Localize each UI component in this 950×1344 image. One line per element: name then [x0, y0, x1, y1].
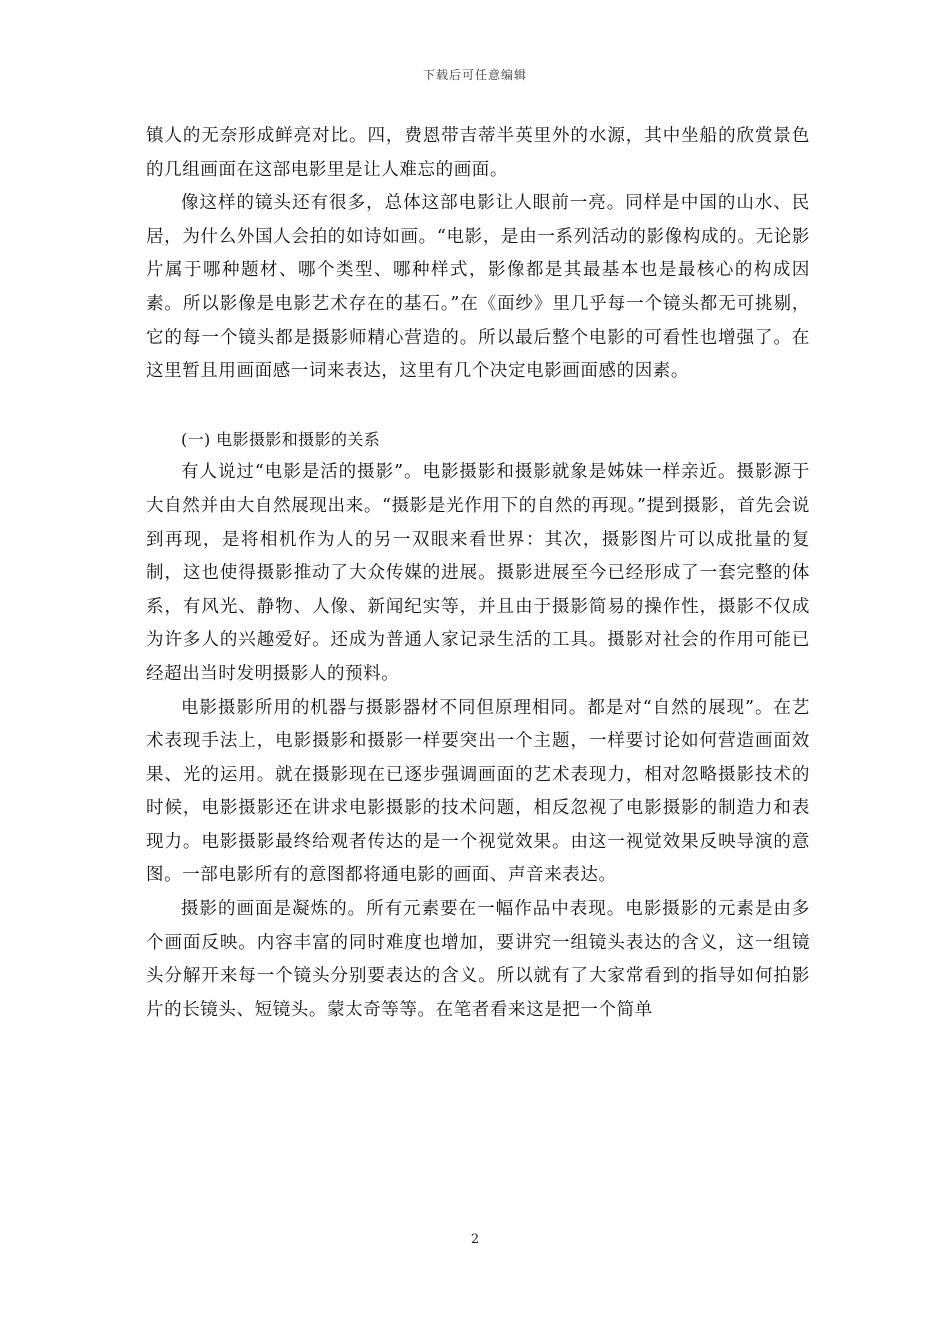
section-heading: (一) 电影摄影和摄影的关系	[181, 429, 381, 449]
paragraph: 有人说过“电影是活的摄影”。电影摄影和摄影就象是姊妹一样亲近。摄影源于大自然并由大自然展现出来。“摄影是光作用下的自然的再现。”提到摄影，首先会说到再现，是将相机作为人的另一双眼来看世界：其次，摄影图片可以成批量的复制，这也使得摄影推动了大众传媒的进展。摄影进展至今已经形成了一套完整的体系，有风光、静物、人像、新闻纪实等，并且由于摄影简易的操作性，摄影不仅成为许多人的兴趣爱好。还成为普通人家记录生活的工具。摄影对社会的作用可能已经超出当时发明摄影人的预料。	[146, 462, 810, 684]
document-body	[146, 120, 810, 1027]
page-number: 2	[470, 1232, 480, 1247]
paragraph-continued: 镇人的无奈形成鲜亮对比。四，费恩带吉蒂半英里外的水源，其中坐船的欣赏景色的几组画面在这部电影里是让人难忘的画面。	[146, 126, 810, 180]
paragraph: 摄影的画面是凝炼的。所有元素要在一幅作品中表现。电影摄影的元素是由多个画面反映。内容丰富的同时难度也增加，要讲究一组镜头表达的含义，这一组镜头分解开来每一个镜头分别要表达的含义。所以就有了大家常看到的指导如何拍影片的长镜头、短镜头。蒙太奇等等。在笔者看来这是把一个简单	[146, 899, 810, 1020]
blank-line	[146, 389, 810, 423]
page-header: 下载后可任意编辑	[422, 68, 527, 82]
paragraph: 电影摄影所用的机器与摄影器材不同但原理相同。都是对“自然的展现”。在艺术表现手法上，电影摄影和摄影一样要突出一个主题，一样要讨论如何营造画面效果、光的运用。就在摄影现在已逐步强调画面的艺术表现力，相对忽略摄影技术的时候，电影摄影还在讲求电影摄影的技术问题，相反忽视了电影摄影的制造力和表现力。电影摄影最终给观者传达的是一个视觉效果。由这一视觉效果反映导演的意图。一部电影所有的意图都将通电影的画面、声音来表达。	[146, 697, 810, 886]
paragraph: 像这样的镜头还有很多，总体这部电影让人眼前一亮。同样是中国的山水、民居，为什么外国人会拍的如诗如画。“电影，是由一系列活动的影像构成的。无论影片属于哪种题材、哪个类型、哪种样式，影像都是其最基本也是最核心的构成因素。所以影像是电影艺术存在的基石。”在《面纱》里几乎每一个镜头都无可挑剔，它的每一个镜头都是摄影师精心营造的。所以最后整个电影的可看性也增强了。在这里暂且用画面感一词来表达，这里有几个决定电影画面感的因素。	[146, 193, 810, 382]
